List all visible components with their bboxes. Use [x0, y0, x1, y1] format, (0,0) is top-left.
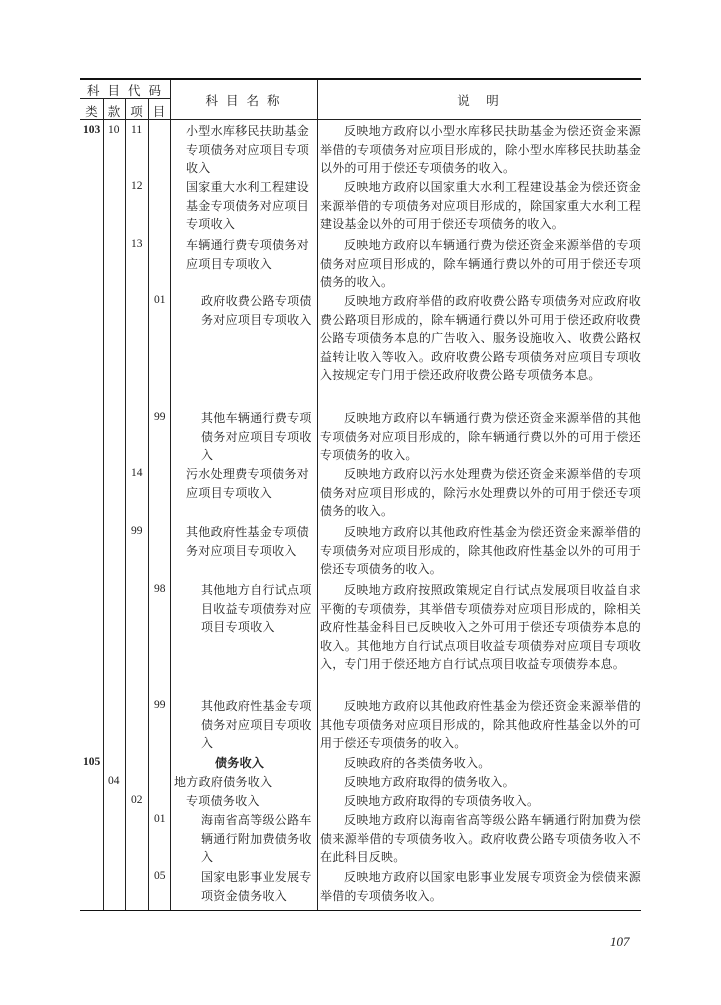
subject-description: 反映政府的各类债务收入。	[344, 756, 491, 770]
subject-name: 专项债务收入	[186, 794, 260, 808]
subject-name: 国家重大水利工程建设基金专项债务对应项目专项收入	[186, 180, 310, 231]
subject-name: 地方政府债务收入	[174, 775, 273, 789]
subject-description: 反映地方政府以污水处理费为偿还资金来源举借的专项债务对应项目形成的，除污水处理费以外的可用于偿还专项债务的收入。	[320, 467, 641, 518]
subject-description: 反映地方政府以小型水库移民扶助基金为偿还资金来源举借的专项债务对应项目形成的，除小型水库移民扶助基金以外的可用于偿还专项债务的收入。	[320, 124, 641, 175]
subject-name: 其他政府性基金专项债务对应项目专项收入	[186, 525, 310, 558]
page-number: 107	[610, 934, 630, 949]
code-xiang: 13	[131, 238, 143, 250]
subject-description: 反映地方政府以海南省高等级公路车辆通行附加费为偿债来源举借的专项债务收入。政府收费公路专项债务收入不在此科目反映。	[320, 813, 641, 864]
table-top-rule	[80, 78, 641, 80]
code-lei: 103	[83, 124, 101, 136]
subject-description: 反映地方政府以车辆通行费为偿还资金来源举借的专项债务对应项目形成的，除车辆通行费以外的可用于偿还专项债务的收入。	[320, 238, 641, 289]
subject-code-table	[80, 78, 641, 911]
subject-description: 反映地方政府以国家重大水利工程建设基金为偿还资金来源举借的专项债务对应项目形成的，除国家重大水利工程建设基金以外的可用于偿还专项债务的收入。	[320, 180, 641, 231]
code-xiang: 12	[131, 180, 143, 192]
code-xiang: 02	[131, 794, 143, 806]
subject-name: 债务收入	[215, 756, 265, 770]
code-kuan: 04	[108, 775, 120, 787]
code-xiang: 99	[131, 525, 143, 537]
subject-name: 国家电影事业发展专项资金债务收入	[201, 870, 312, 903]
subject-name: 车辆通行费专项债务对应项目专项收入	[186, 238, 310, 271]
header-code-group: 科 目 代 码	[87, 83, 163, 98]
header-xiang: 项	[130, 104, 143, 119]
table-bottom-rule	[80, 910, 641, 911]
code-lei: 105	[83, 756, 101, 768]
subject-description: 反映地方政府以其他政府性基金为偿还资金来源举借的其他专项债务对应项目形成的，除其他政府性基金以外的可用于偿还专项债务的收入。	[320, 699, 641, 750]
code-mu: 01	[154, 294, 166, 306]
header-kuan: 款	[107, 104, 121, 119]
subject-description: 反映地方政府以车辆通行费为偿还资金来源举借的其他专项债务对应项目形成的，除车辆通行费以外的可用于偿还专项债务的收入。	[320, 411, 641, 462]
code-mu: 01	[154, 813, 166, 825]
code-mu: 99	[154, 699, 166, 711]
code-mu: 05	[154, 870, 166, 882]
column-divider	[125, 99, 126, 910]
code-mu: 99	[154, 411, 166, 423]
subject-name: 小型水库移民扶助基金专项债务对应项目专项收入	[186, 124, 310, 175]
header-lei: 类	[85, 104, 98, 119]
header-mu: 目	[152, 104, 166, 119]
column-divider	[148, 99, 149, 910]
column-divider	[317, 80, 318, 910]
subject-description: 反映地方政府举借的政府收费公路专项债务对应政府收费公路项目形成的，除车辆通行费以外可用于偿还政府收费公路专项债务本息的广告收入、服务设施收入、收费公路权益转让收入等收入。政府收费公路专项债务对应项目专项收入按规定专门用于偿还政府收费公路专项债务本息。	[320, 294, 641, 382]
subject-name: 海南省高等级公路车辆通行附加费债务收入	[201, 813, 312, 864]
column-divider	[170, 80, 171, 910]
subject-description: 反映地方政府取得的专项债务收入。	[344, 794, 540, 808]
subject-description: 反映地方政府按照政策规定自行试点发展项目收益自求平衡的专项债券，其举借专项债券对应项目形成的，除相关政府性基金科目已反映收入之外可用于偿还专项债券本息的收入。其他地方自行试点项目收益专项债券对应项目专项收入，专门用于偿还地方自行试点项目收益专项债券本息。	[320, 583, 641, 671]
column-divider	[103, 99, 104, 910]
code-mu: 98	[154, 583, 166, 595]
header-subject-name: 科 目 名 称	[205, 93, 282, 108]
subject-description: 反映地方政府以其他政府性基金为偿还资金来源举借的专项债务对应项目形成的，除其他政府性基金以外的可用于偿还专项债务的收入。	[320, 525, 641, 576]
subject-description: 反映地方政府以国家电影事业发展专项资金为偿债来源举借的专项债务收入。	[320, 870, 641, 903]
subject-name: 其他政府性基金专项债务对应项目专项收入	[201, 699, 312, 750]
subject-description: 反映地方政府取得的债务收入。	[344, 775, 515, 789]
code-xiang: 11	[131, 124, 143, 136]
subject-name: 其他车辆通行费专项债务对应项目专项收入	[201, 411, 312, 462]
header-description: 说 明	[457, 93, 501, 108]
subject-name: 污水处理费专项债务对应项目专项收入	[186, 467, 310, 500]
code-xiang: 14	[131, 467, 143, 479]
subject-name: 政府收费公路专项债务对应项目专项收入	[201, 294, 312, 327]
code-kuan: 10	[108, 124, 120, 136]
subject-name: 其他地方自行试点项目收益专项债券对应项目专项收入	[201, 583, 312, 634]
